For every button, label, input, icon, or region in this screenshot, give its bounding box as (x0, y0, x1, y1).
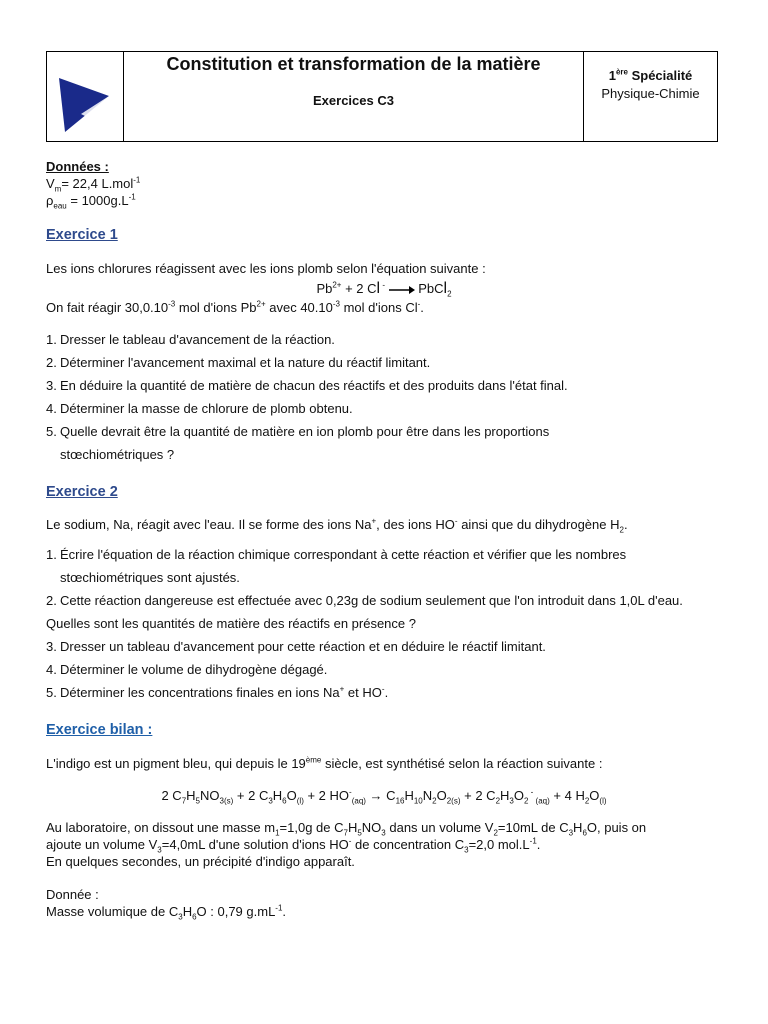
acetone-density: Masse volumique de $C_3H_6O$ : 0,79 $g.mL^{-1}$. (46, 903, 287, 922)
exercise-2-intro: Le sodium, Na, réagit avec l'eau. Il se forme des ions Na+, des ions HO- ainsi que du dihydrogène $H_2$. (46, 516, 628, 535)
exercise-2-questions-cont (46, 635, 722, 704)
title-cell (124, 52, 584, 141)
exercise-2-questions (46, 543, 722, 612)
page-subtitle: Exercices C3 (313, 93, 394, 108)
list-item: 1. Écrire l'équation de la réaction chimique correspondant à cette réaction et vérifier que les nombres stœchiométriques sont ajustés. (46, 547, 627, 585)
exercise-1-conditions: On fait réagir $30,0.10^{-3}$ mol d'ions $Pb^{2+}$ avec $40.10^{-3}$ mol d'ions Cl-. (46, 299, 424, 315)
level-label: 1ère Spécialité (608, 67, 693, 83)
molar-volume: $V_m= 22,4$ L.mol$^{-1}$ (46, 175, 141, 194)
exercise-bilan-title: Exercice bilan : (46, 722, 153, 738)
logo-cell (47, 52, 124, 141)
water-density: $\rho_{eau} = 1000g.L^{-1}$ (46, 192, 136, 211)
exercise-1-questions (46, 328, 722, 466)
list-item: 5. Déterminer les concentrations finales en ions Na+ et HO-. (46, 684, 389, 700)
page-title: Constitution et transformation de la matière (166, 54, 541, 74)
list-item: 3. Dresser un tableau d'avancement pour cette réaction et en déduire le réactif limitant. (46, 639, 546, 654)
donnee-title: Donnée : (46, 887, 99, 902)
list-item: 4. Déterminer le volume de dihydrogène dégagé. (46, 662, 328, 677)
exercise-1-title: Exercice 1 (46, 227, 118, 243)
exercise-1-intro: Les ions chlorures réagissent avec les ions plomb selon l'équation suivante : (46, 261, 486, 276)
subject-label: Physique-Chimie (601, 86, 700, 101)
reaction-arrow-icon (389, 285, 415, 295)
list-item: 2. Déterminer l'avancement maximal et la nature du réactif limitant. (46, 355, 431, 370)
bilan-line-3: En quelques secondes, un précipité d'indigo apparaît. (46, 854, 355, 869)
list-item: 5. Quelle devrait être la quantité de matière en ion plomb pour être dans les proportions stœchiométriques ? (46, 424, 550, 462)
meta-cell (584, 52, 717, 141)
exercise-bilan-intro: L'indigo est un pigment bleu, qui depuis le 19ème siècle, est synthétisé selon la réaction suivante : (46, 755, 603, 771)
list-item: 1. Dresser le tableau d'avancement de la réaction. (46, 332, 335, 347)
exercise-2-title: Exercice 2 (46, 484, 118, 500)
list-item: 2. Cette réaction dangereuse est effectuée avec 0,23g de sodium seulement que l'on introduit dans 1,0L d'eau. (46, 593, 683, 608)
exercise-2 (46, 484, 722, 704)
document-body (46, 158, 722, 920)
exercise-1 (46, 227, 722, 466)
list-item: 4. Déterminer la masse de chlorure de plomb obtenu. (46, 401, 353, 416)
donnees-title: Données : (46, 159, 109, 174)
header-table (46, 51, 718, 142)
donnees-section (46, 158, 722, 209)
indigo-equation: 2 $C_7H_5NO_{3(s)} + 2$ $C_3H_6O_{(l)} + 2$ $HO^-_{(aq)} \to C_{16}H_{10}N_2O_{2(s)} + 2$ $C_2H_3O_2$ - $_{(aq)}$ + 4 $H_2O_{(l)}$ (161, 787, 607, 806)
bilan-line-2: ajoute un volume $V_3=4,0mL$ d'une solution d'ions HO- de concentration $C_3=2,0$ $mol.L^{-1}$. (46, 836, 541, 855)
bilan-line-1: Au laboratoire, on dissout une masse $m_1=1,0g$ de $C_7H_5NO_3$ dans un volume $V_2=10mL$ de $C_3H_6O$, puis on (46, 820, 647, 838)
list-item: 3. En déduire la quantité de matière de chacun des réactifs et des produits dans l'état final. (46, 378, 568, 393)
exercise-bilan (46, 722, 722, 920)
exercise-2-question: Quelles sont les quantités de matière des réactifs en présence ? (46, 616, 416, 631)
school-logo-icon (47, 52, 123, 141)
exercise-1-equation: $Pb^{2+} + 2$ Cl - PbCl$_2$ (316, 280, 452, 299)
